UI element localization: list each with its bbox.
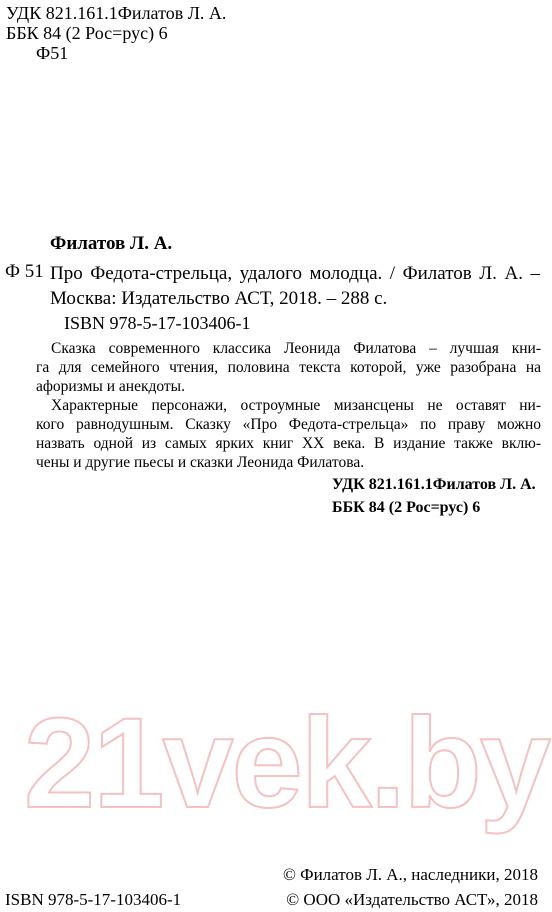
annotation (36, 339, 541, 472)
bibliographic-description (50, 261, 540, 311)
record-author: Филатов Л. А. (50, 233, 173, 254)
record-index: Ф 51 (5, 261, 44, 282)
annotation-line: га для семейного чтения, половина текста которой, уже разобрана на (36, 359, 541, 376)
copyright-publisher: © ООО «Издательство АСТ», 2018 (286, 890, 538, 909)
watermark: 21vek.by (24, 692, 549, 835)
annotation-line: чены и другие пьесы и сказки Леонида Филатова. (36, 454, 365, 471)
header-udk: УДК 821.161.1Филатов Л. А. (6, 3, 227, 23)
bib-line: Москва: Издательство АСТ, 2018. – 288 с. (50, 288, 388, 309)
bib-line: Про Федота-стрельца, удалого молодца. / Филатов Л. А. – (50, 263, 540, 284)
header-bbk: ББК 84 (2 Рос=рус) 6 (6, 23, 168, 43)
record-isbn: ISBN 978-5-17-103406-1 (64, 313, 251, 333)
footer-isbn: ISBN 978-5-17-103406-1 (5, 890, 182, 909)
copyright-author: © Филатов Л. А., наследники, 2018 (282, 865, 538, 884)
header-author-code: Ф51 (36, 43, 69, 63)
annotation-line: кого равнодушным. Сказку «Про Федота-стрельца» по праву можно (36, 416, 541, 433)
annotation-line: назвать одной из самых ярких книг XX века. В издание также вклю- (36, 435, 541, 452)
classification-bbk: ББК 84 (2 Рос=рус) 6 (332, 499, 481, 516)
annotation-line: Характерные персонажи, остроумные мизансцены не оставят ни- (51, 397, 541, 414)
annotation-line: афоризмы и анекдоты. (36, 378, 185, 395)
classification-udk: УДК 821.161.1Филатов Л. А. (332, 476, 536, 493)
annotation-line: Сказка современного классика Леонида Филатова – лучшая кни- (51, 340, 541, 357)
